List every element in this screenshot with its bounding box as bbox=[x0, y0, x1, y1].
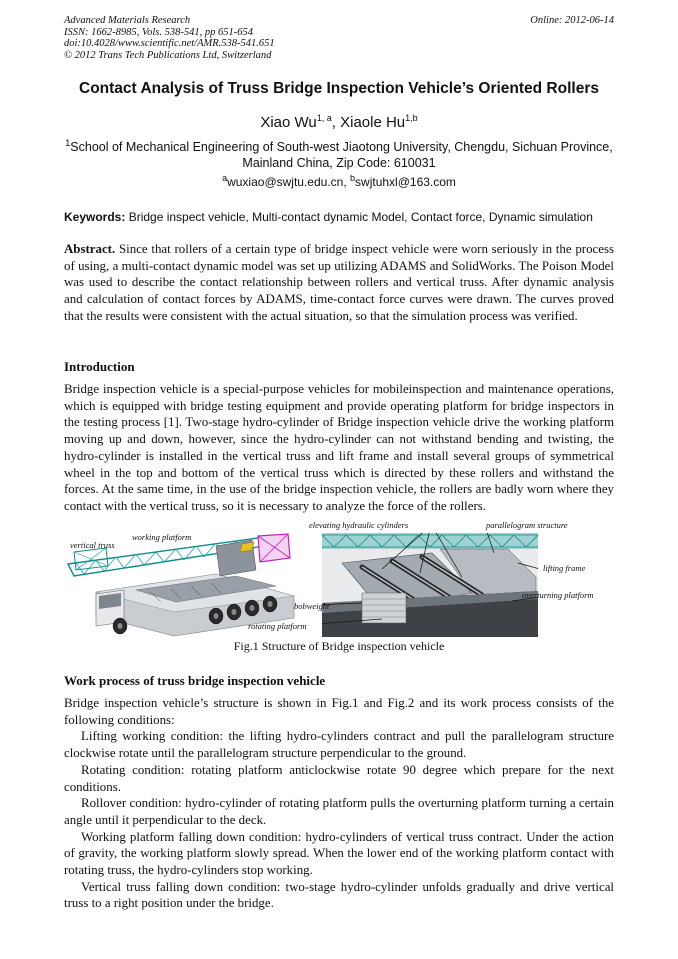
introduction-paragraph: Bridge inspection vehicle is a special-purpose vehicles for mobileinspection and maintenance operations, which is equipped with bridge testing equipment and provide operating platform for bridge inspectors in the testing process [1]. Two-stage hydro-cylinder of Bridge inspection vehicle drive the working platform moving up and down, however, since the hydro-cylinder can not withstand bending and twisting, the hydro-cylinder is installed in the vertical truss and lift frame and install several groups of symmetrical wheel in the top and bottom of the vertical truss which is directed by these rollers and withstand the forces. At the same time, in the use of the bridge inspection vehicle, the rollers are badly worn where they contact with the vertical truss, so it is necessary to analyze the force of the rollers. bbox=[64, 382, 614, 513]
journal-name: Advanced Materials Research bbox=[64, 15, 191, 26]
author-sup: 1, a bbox=[316, 113, 332, 123]
figure-caption: Fig.1 Structure of Bridge inspection vehicle bbox=[233, 639, 445, 653]
issn: ISSN: 1662-8985, Vols. 538-541, pp 651-654 bbox=[64, 26, 253, 38]
author-name: Xiao Wu bbox=[260, 114, 317, 131]
email-link[interactable]: swjtuhxl@163.com bbox=[355, 175, 456, 189]
work-process-paragraph: Rollover condition: hydro-cylinder of rotating platform pulls the overturning platform turning a certain angle until it perpendicular to the deck. bbox=[64, 796, 614, 827]
label-vertical-truss: vertical truss bbox=[70, 540, 115, 550]
affiliation-text: School of Mechanical Engineering of South-west Jiaotong University, Chengdu, Sichuan Province, Mainland China, Zip Code: 610031 bbox=[70, 140, 613, 170]
label-elevating-cylinders: elevating hydraulic cylinders bbox=[309, 520, 409, 530]
author-sup: 1,b bbox=[405, 113, 418, 123]
email-sup: a bbox=[222, 173, 228, 183]
keywords-text: Bridge inspect vehicle, Multi-contact dynamic Model, Contact force, Dynamic simulation bbox=[125, 210, 593, 224]
work-process-body bbox=[64, 695, 614, 912]
journal-header bbox=[64, 15, 275, 61]
keywords-label: Keywords: bbox=[64, 210, 126, 224]
email-sup: b bbox=[350, 173, 356, 183]
work-process-paragraph: Vertical truss falling down condition: two-stage hydro-cylinder unfolds gradually and drive vertical truss to a right position under the bridge. bbox=[64, 879, 614, 911]
abstract bbox=[64, 241, 614, 325]
affiliation-sup: 1 bbox=[65, 137, 71, 148]
work-process-paragraph: Lifting working condition: the lifting hydro-cylinders contract and pull the parallelogram structure clockwise rotate until the parallelogram structure perpendicular to the ground. bbox=[64, 729, 614, 761]
work-process-paragraph: Rotating condition: rotating platform anticlockwise rotate 90 degree which prepare for the next conditions. bbox=[64, 762, 614, 794]
label-lifting-frame: lifting frame bbox=[543, 563, 586, 573]
label-rotating-platform: rotating platform bbox=[248, 621, 307, 631]
email-line bbox=[0, 175, 678, 189]
abstract-label: Abstract. bbox=[64, 242, 116, 256]
label-bobweight: bobweight bbox=[294, 601, 330, 611]
email-link[interactable]: wuxiao@swjtu.edu.cn bbox=[227, 175, 344, 189]
paper-title: Contact Analysis of Truss Bridge Inspection Vehicle’s Oriented Rollers bbox=[79, 80, 599, 97]
copyright: © 2012 Trans Tech Publications Ltd, Switzerland bbox=[64, 49, 272, 61]
keywords bbox=[64, 210, 624, 224]
author-separator: , bbox=[331, 114, 341, 131]
author-name: Xiaole Hu bbox=[340, 114, 406, 131]
label-working-platform: working platform bbox=[132, 532, 192, 542]
section-heading-introduction: Introduction bbox=[64, 359, 135, 374]
doi: doi:10.4028/www.scientific.net/AMR.538-541.651 bbox=[64, 38, 275, 49]
online-date: Online: 2012-06-14 bbox=[530, 15, 614, 26]
work-process-paragraph: Bridge inspection vehicle’s structure is shown in Fig.1 and Fig.2 and its work process consists of the following conditions: bbox=[64, 696, 614, 727]
work-process-paragraph: Working platform falling down condition: hydro-cylinders of vertical truss contract. Under the action of gravity, the working platform slowly spread. When the lower end of the working platform contact with rotating truss, the hydro-cylinders stop working. bbox=[64, 829, 614, 878]
abstract-text: Since that rollers of a certain type of bridge inspect vehicle were worn seriously in the process of using, a multi-contact dynamic model was set up utilizing ADAMS and SolidWorks. The Poison Model was used to describe the contact relationship between rollers and vertical truss. After dynamic analysis and calculation of contact forces by ADAMS, time-contact force curves were drawn. The curves proved that the results were consistent with the actual situation, so that the simulation process was verified. bbox=[64, 242, 614, 323]
email-separator: , bbox=[343, 175, 351, 189]
label-overturning-platform: overturning platform bbox=[522, 590, 594, 600]
label-parallelogram: parallelogram structure bbox=[486, 520, 568, 530]
author-list bbox=[0, 114, 678, 131]
figure-vehicle-detail bbox=[322, 533, 538, 637]
affiliation bbox=[64, 139, 614, 171]
section-heading-work-process: Work process of truss bridge inspection vehicle bbox=[64, 673, 326, 688]
